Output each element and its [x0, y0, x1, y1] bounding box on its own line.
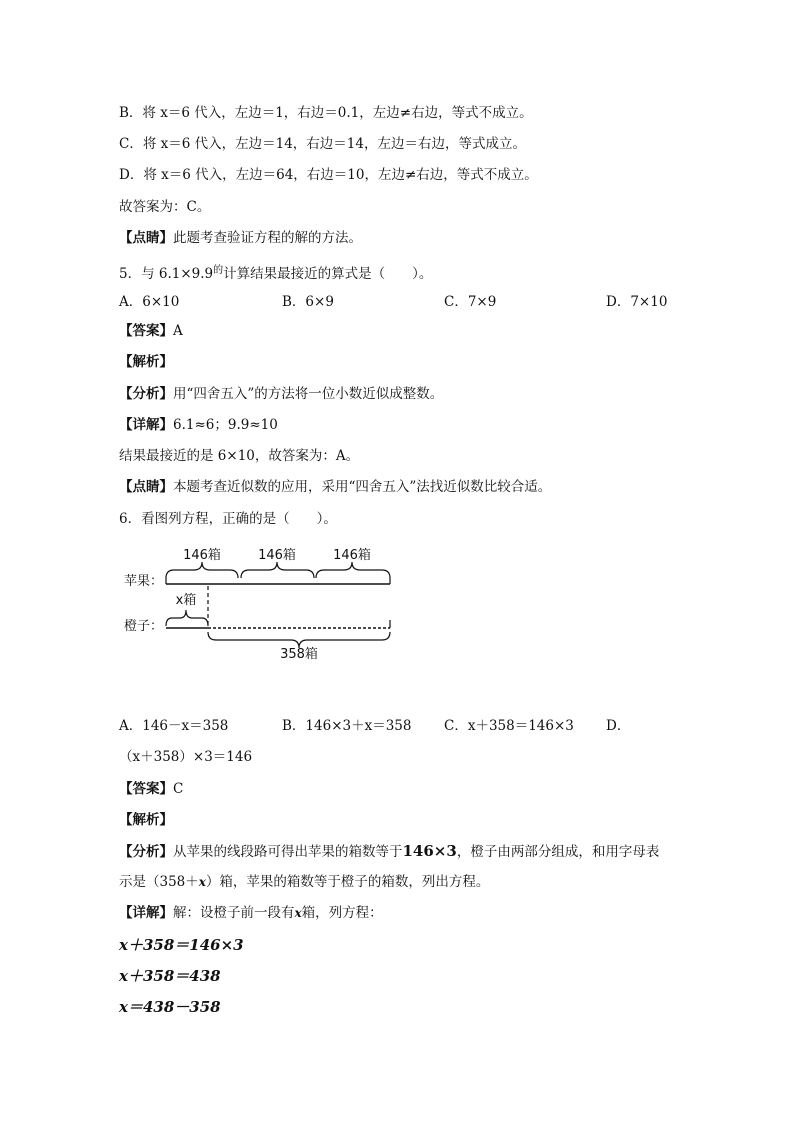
answer-value: C: [173, 781, 184, 797]
xiangjie-pre: 解：设橙子前一段有: [173, 905, 295, 921]
x-brace: [166, 610, 208, 626]
prev-conclusion: 故答案为：C。: [119, 199, 211, 215]
q6-option-a: A．146－x＝358: [119, 718, 229, 734]
equation-1: x＋358＝146×3: [119, 936, 244, 954]
q6-jiexi: 【解析】: [119, 812, 173, 828]
dianjing-text: 此题考查验证方程的解的方法。: [173, 230, 362, 246]
answer-value: A: [173, 323, 183, 339]
q5-stem-post: 计算结果最接近的算式是（ ）。: [223, 266, 433, 282]
fenxi-text-post: ，橙子由两部分组成，和用字母表: [456, 844, 660, 860]
fenxi-tag: 【分析】: [119, 386, 173, 402]
fenxi-line2-post: ）箱，苹果的箱数等于橙子的箱数，列出方程。: [205, 874, 490, 890]
q6-option-b: B．146×3＋x＝358: [282, 718, 412, 734]
prev-option-b: B．将 x＝6 代入，左边＝1，右边＝0.1，左边≠右边，等式不成立。: [119, 105, 533, 121]
fenxi-text-pre: 从苹果的线段路可得出苹果的箱数等于: [173, 844, 403, 860]
q5-fenxi: [119, 385, 443, 403]
q5-dianjing: [119, 478, 551, 496]
q5-option-b: B．6×9: [282, 294, 334, 310]
bottom-segment-label: 358箱: [280, 647, 318, 662]
fenxi-var: x: [198, 875, 206, 889]
prev-dianjing: [119, 229, 362, 247]
q5-stem-pre: 5．与 6.1×9.9: [119, 266, 214, 282]
q6-xiangjie: [119, 904, 383, 922]
q6-option-d-content: （x＋358）×3＝146: [119, 749, 253, 765]
q5-option-d: D．7×10: [606, 294, 668, 310]
fenxi-tag: 【分析】: [119, 844, 173, 860]
q6-answer: [119, 780, 183, 798]
brace-1: [166, 562, 238, 578]
segment-1-label: 146箱: [183, 548, 221, 563]
q6-option-d: D．: [606, 718, 631, 734]
prev-option-d: D．将 x＝6 代入，左边＝64，右边＝10，左边≠右边，等式不成立。: [119, 167, 538, 183]
q5-xiangjie: [119, 416, 278, 434]
fenxi-line2-pre: 示是（358＋: [119, 874, 199, 890]
q5-stem-sup: 的: [213, 265, 224, 276]
xiangjie-post: 箱，列方程：: [301, 905, 383, 921]
xiangjie-text: 6.1≈6；9.9≈10: [173, 417, 278, 433]
q5-stem: [119, 262, 432, 283]
equation-2: x＋358＝438: [119, 967, 221, 985]
q6-option-c: C．x＋358＝146×3: [444, 718, 574, 734]
dianjing-tag: 【点睛】: [119, 230, 173, 246]
answer-tag: 【答案】: [119, 781, 173, 797]
answer-tag: 【答案】: [119, 323, 173, 339]
brace-3: [316, 562, 390, 578]
q5-option-a: A．6×10: [119, 294, 180, 310]
q5-answer: [119, 322, 183, 340]
fenxi-math: 146×3: [402, 842, 457, 860]
q6-fenxi: [119, 842, 659, 861]
xiangjie-tag: 【详解】: [119, 905, 173, 921]
prev-option-c: C．将 x＝6 代入，左边＝14，右边＝14，左边＝右边，等式成立。: [119, 136, 526, 152]
q5-result: 结果最接近的是 6×10，故答案为：A。: [119, 448, 360, 464]
q5-option-c: C．7×9: [444, 294, 497, 310]
fenxi-text: 用“四舍五入”的方法将一位小数近似成整数。: [173, 386, 444, 402]
apple-label: 苹果：: [124, 574, 164, 589]
brace-2: [241, 562, 314, 578]
orange-label: 橙子：: [124, 619, 164, 634]
bottom-brace: [208, 632, 390, 648]
xiangjie-tag: 【详解】: [119, 417, 173, 433]
line-segment-diagram: [120, 540, 420, 665]
equation-3: x＝438－358: [119, 998, 221, 1016]
q6-fenxi-line2: [119, 873, 489, 891]
xiangjie-var: x: [294, 906, 302, 920]
segment-3-label: 146箱: [333, 548, 371, 563]
dianjing-tag: 【点睛】: [119, 479, 173, 495]
x-segment-label: x箱: [175, 593, 197, 608]
q6-stem: 6．看图列方程，正确的是（ ）。: [119, 511, 337, 527]
dianjing-text: 本题考查近似数的应用，采用“四舍五入”法找近似数比较合适。: [173, 479, 552, 495]
segment-2-label: 146箱: [258, 548, 296, 563]
q5-jiexi: 【解析】: [119, 354, 173, 370]
